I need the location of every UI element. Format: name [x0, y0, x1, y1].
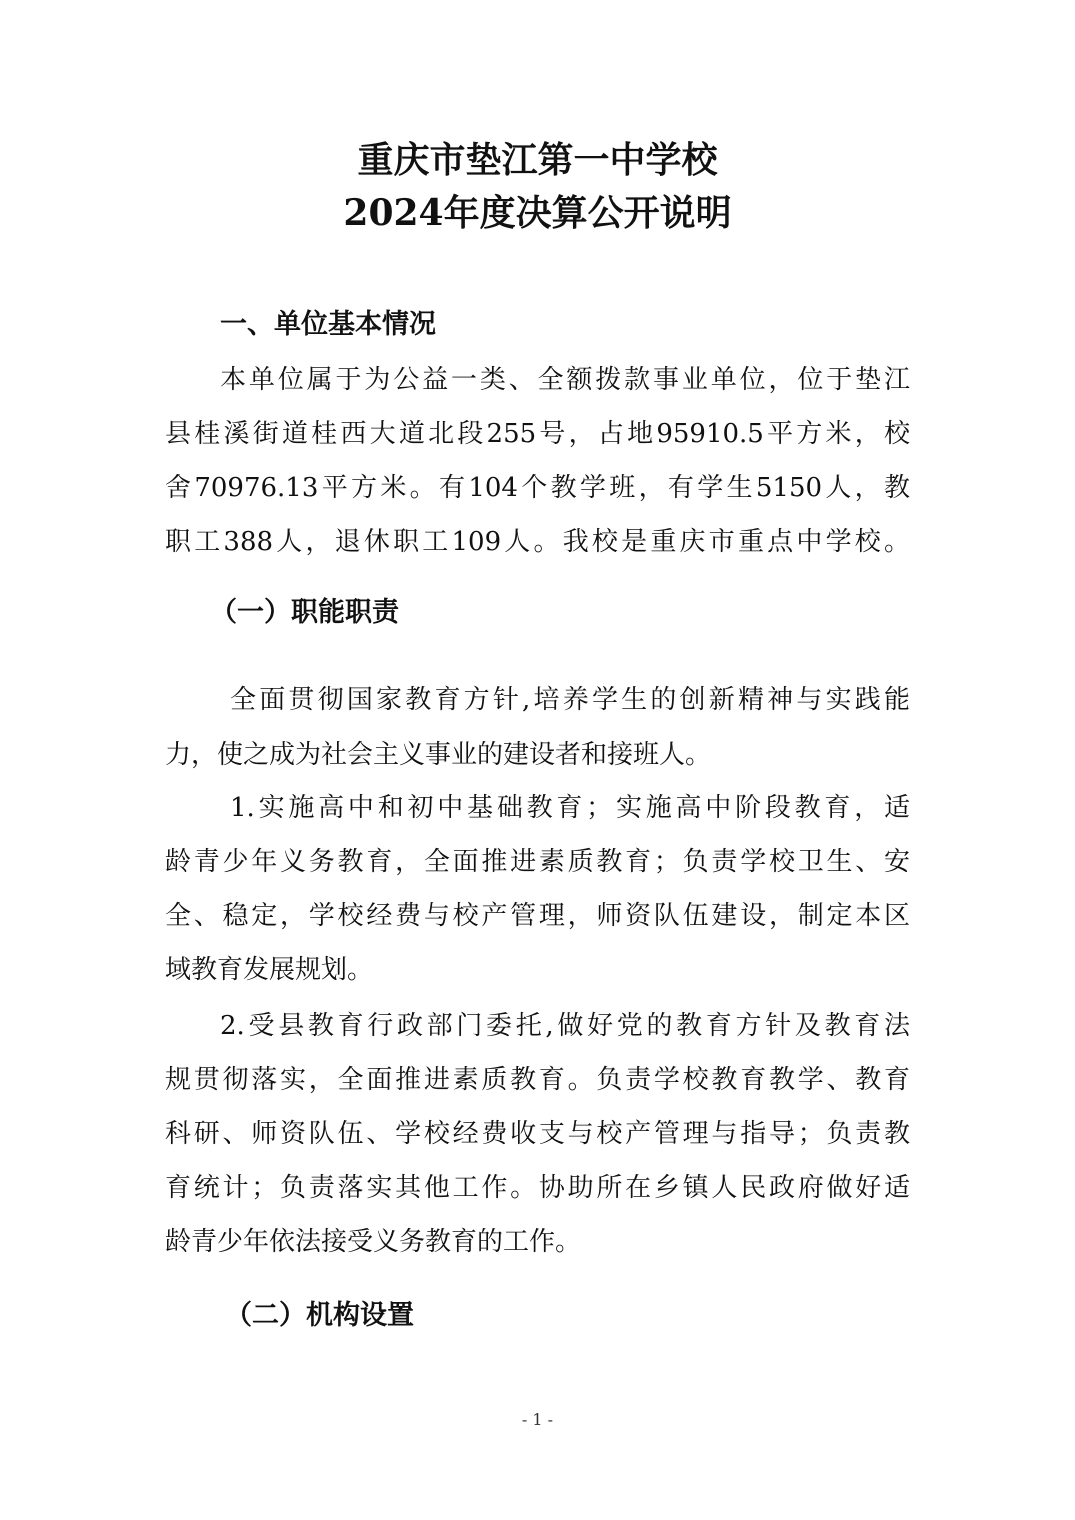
paragraph-line: 规贯彻落实，全面推进素质教育。负责学校教育教学、教育 [165, 1065, 910, 1095]
subheading-organization: （二）机构设置 [225, 1300, 414, 1331]
paragraph-line: 职工388人，退休职工109人。我校是重庆市重点中学校。 [165, 527, 910, 557]
section-heading-basic-info: 一、单位基本情况 [220, 309, 436, 340]
paragraph-line: 龄青少年依法接受义务教育的工作。 [165, 1227, 582, 1257]
paragraph-line: 本单位属于为公益一类、全额拨款事业单位，位于垫江 [220, 365, 910, 395]
paragraph-line: 科研、师资队伍、学校经费收支与校产管理与指导；负责教 [165, 1119, 910, 1149]
subheading-duties: （一）职能职责 [210, 597, 399, 628]
page-number: - 1 - [521, 1410, 554, 1429]
document-title-line-1: 重庆市垫江第一中学校 [357, 139, 718, 181]
paragraph-line: 2.受县教育行政部门委托,做好党的教育方针及教育法 [220, 1011, 910, 1041]
paragraph-line: 全、稳定，学校经费与校产管理，师资队伍建设，制定本区 [165, 901, 910, 931]
paragraph-line: 全面贯彻国家教育方针,培养学生的创新精神与实践能 [230, 685, 910, 715]
paragraph-line: 1.实施高中和初中基础教育；实施高中阶段教育，适 [230, 793, 910, 823]
paragraph-line: 域教育发展规划。 [165, 955, 374, 985]
paragraph-line: 县桂溪街道桂西大道北段255号，占地95910.5平方米，校 [165, 419, 910, 449]
paragraph-line: 舍70976.13平方米。有104个教学班，有学生5150人，教 [165, 473, 910, 503]
paragraph-line: 育统计；负责落实其他工作。协助所在乡镇人民政府做好适 [165, 1173, 910, 1203]
paragraph-line: 龄青少年义务教育，全面推进素质教育；负责学校卫生、安 [165, 847, 910, 877]
paragraph-line: 力，使之成为社会主义事业的建设者和接班人。 [165, 740, 712, 770]
document-title-line-2: 2024年度决算公开说明 [343, 192, 732, 234]
